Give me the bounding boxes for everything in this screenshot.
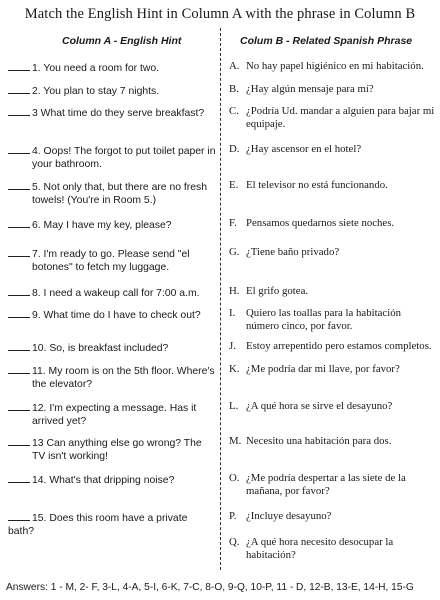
phrase-item-a: [229, 60, 435, 73]
phrase-letter: M.: [229, 435, 242, 447]
hint-text: 7. I'm ready to go. Please send "el: [32, 249, 190, 260]
phrase-letter: J.: [229, 340, 236, 352]
phrase-letter: C.: [229, 105, 239, 117]
phrase-text: Quiero las toallas para la habitación: [246, 307, 401, 319]
hint-text: 15. Does this room have a private bath?: [8, 513, 188, 537]
answer-blank[interactable]: [8, 83, 30, 94]
phrase-letter: B.: [229, 83, 239, 95]
hint-text: 13 Can anything else go wrong? The: [32, 438, 202, 449]
hint-item-8: [8, 285, 216, 300]
phrase-item-o: [229, 472, 435, 498]
phrase-item-i: [229, 307, 435, 333]
answer-blank[interactable]: [8, 285, 30, 296]
hint-text: 6. May I have my key, please?: [32, 220, 172, 231]
phrase-letter: H.: [229, 285, 240, 297]
answer-key: Answers: 1 - M, 2- F, 3-L, 4-A, 5-I, 6-K, 7-C, 8-O, 9-Q, 10-P, 11 - D, 12-B, 13-E, 14-H, 15-G: [6, 582, 414, 593]
hint-text: 14. What's that dripping noise?: [32, 475, 175, 486]
phrase-text: No hay papel higiénico en mi habitación.: [246, 60, 424, 72]
hint-item-4: [8, 143, 216, 171]
answer-blank[interactable]: [8, 472, 30, 483]
answer-blank[interactable]: [8, 217, 30, 228]
phrase-letter: I.: [229, 307, 236, 319]
hint-text: 9. What time do I have to check out?: [32, 310, 201, 321]
hint-item-12: [8, 400, 216, 428]
phrase-text-continued: habitación?: [246, 549, 296, 561]
phrase-text: ¿Incluye desayuno?: [246, 510, 332, 522]
answer-blank[interactable]: [8, 307, 30, 318]
phrase-item-k: [229, 363, 435, 376]
phrase-text: Estoy arrepentido pero estamos completos.: [246, 340, 432, 352]
hint-text-continued: TV isn't working!: [32, 451, 108, 462]
answer-blank[interactable]: [8, 510, 30, 521]
phrase-text: Pensamos quedarnos siete noches.: [246, 217, 395, 229]
phrase-item-g: [229, 246, 435, 259]
hint-text: 11. My room is on the 5th floor. Where's: [32, 366, 215, 377]
answer-blank[interactable]: [8, 105, 30, 116]
phrase-letter: Q.: [229, 536, 240, 548]
phrase-text: Necesito una habitación para dos.: [246, 435, 392, 447]
phrase-item-h: [229, 285, 435, 298]
hint-text: 3 What time do they serve breakfast?: [32, 108, 205, 119]
hint-text: 8. I need a wakeup call for 7:00 a.m.: [32, 288, 200, 299]
hint-item-10: [8, 340, 216, 355]
phrase-text: ¿Hay algún mensaje para mí?: [246, 83, 374, 95]
hint-text-continued: your bathroom.: [32, 159, 102, 170]
hint-text: 5. Not only that, but there are no fresh: [32, 182, 208, 193]
hint-text: 4. Oops! The forgot to put toilet paper in: [32, 146, 216, 157]
worksheet-title: Match the English Hint in Column A with the phrase in Column B: [24, 6, 416, 22]
phrase-item-e: [229, 179, 435, 192]
answer-blank[interactable]: [8, 400, 30, 411]
hint-item-14: [8, 472, 216, 487]
answer-blank[interactable]: [8, 143, 30, 154]
hint-item-5: [8, 179, 216, 207]
phrase-item-m: [229, 435, 435, 448]
phrase-text: El televisor no está funcionando.: [246, 179, 388, 191]
phrase-letter: L.: [229, 400, 239, 412]
answer-blank[interactable]: [8, 435, 30, 446]
phrase-letter: A.: [229, 60, 240, 72]
phrase-text: ¿Me podría dar mi llave, por favor?: [246, 363, 400, 375]
hint-text-continued: the elevator?: [32, 379, 93, 390]
phrase-text: ¿Podría Ud. mandar a alguien para bajar mi: [246, 105, 435, 117]
hint-item-9: [8, 307, 216, 322]
hint-text-continued: botones" to fetch my luggage.: [32, 262, 170, 273]
hint-item-6: [8, 217, 216, 232]
column-divider: [220, 28, 221, 570]
phrase-item-p: [229, 510, 435, 523]
phrase-letter: D.: [229, 143, 240, 155]
hint-item-13: [8, 435, 216, 463]
phrase-item-b: [229, 83, 435, 96]
phrase-letter: K.: [229, 363, 240, 375]
answer-blank[interactable]: [8, 246, 30, 257]
phrase-letter: F.: [229, 217, 237, 229]
phrase-text-continued: mañana, por favor?: [246, 485, 330, 497]
phrase-text: El grifo gotea.: [246, 285, 309, 297]
hint-item-2: [8, 83, 216, 98]
answer-blank[interactable]: [8, 60, 30, 71]
hint-text-continued: towels! (You're in Room 5.): [32, 195, 157, 206]
hint-item-7: [8, 246, 216, 274]
phrase-item-l: [229, 400, 435, 413]
phrase-letter: O.: [229, 472, 240, 484]
hint-text: 10. So, is breakfast included?: [32, 343, 169, 354]
answer-blank[interactable]: [8, 340, 30, 351]
answer-blank[interactable]: [8, 363, 30, 374]
phrase-letter: P.: [229, 510, 237, 522]
hint-text: 12. I'm expecting a message. Has it: [32, 403, 197, 414]
phrase-text: ¿Hay ascensor en el hotel?: [246, 143, 362, 155]
phrase-letter: G.: [229, 246, 240, 258]
hint-text-continued: arrived yet?: [32, 416, 87, 427]
phrase-item-j: [229, 340, 435, 353]
phrase-text: ¿Me podría despertar a las siete de la: [246, 472, 406, 484]
column-b-header: Colum B - Related Spanish Phrase: [240, 35, 413, 47]
hint-text: 1. You need a room for two.: [32, 63, 160, 74]
phrase-item-d: [229, 143, 435, 156]
answer-blank[interactable]: [8, 179, 30, 190]
phrase-item-c: [229, 105, 435, 131]
phrase-text: ¿Tiene baño privado?: [246, 246, 340, 258]
column-a-header: Column A - English Hint: [62, 35, 182, 47]
hint-item-3: [8, 105, 216, 120]
hint-text: 2. You plan to stay 7 nights.: [32, 86, 160, 97]
phrase-text-continued: equipaje.: [246, 118, 286, 130]
phrase-item-f: [229, 217, 435, 230]
hint-item-11: [8, 363, 216, 391]
hint-item-15: [8, 510, 216, 538]
phrase-letter: E.: [229, 179, 239, 191]
phrase-text: ¿A qué hora se sirve el desayuno?: [246, 400, 393, 412]
phrase-text: ¿A qué hora necesito desocupar la: [246, 536, 394, 548]
phrase-text-continued: número cinco, por favor.: [246, 320, 353, 332]
phrase-item-q: [229, 536, 435, 562]
hint-item-1: [8, 60, 216, 75]
